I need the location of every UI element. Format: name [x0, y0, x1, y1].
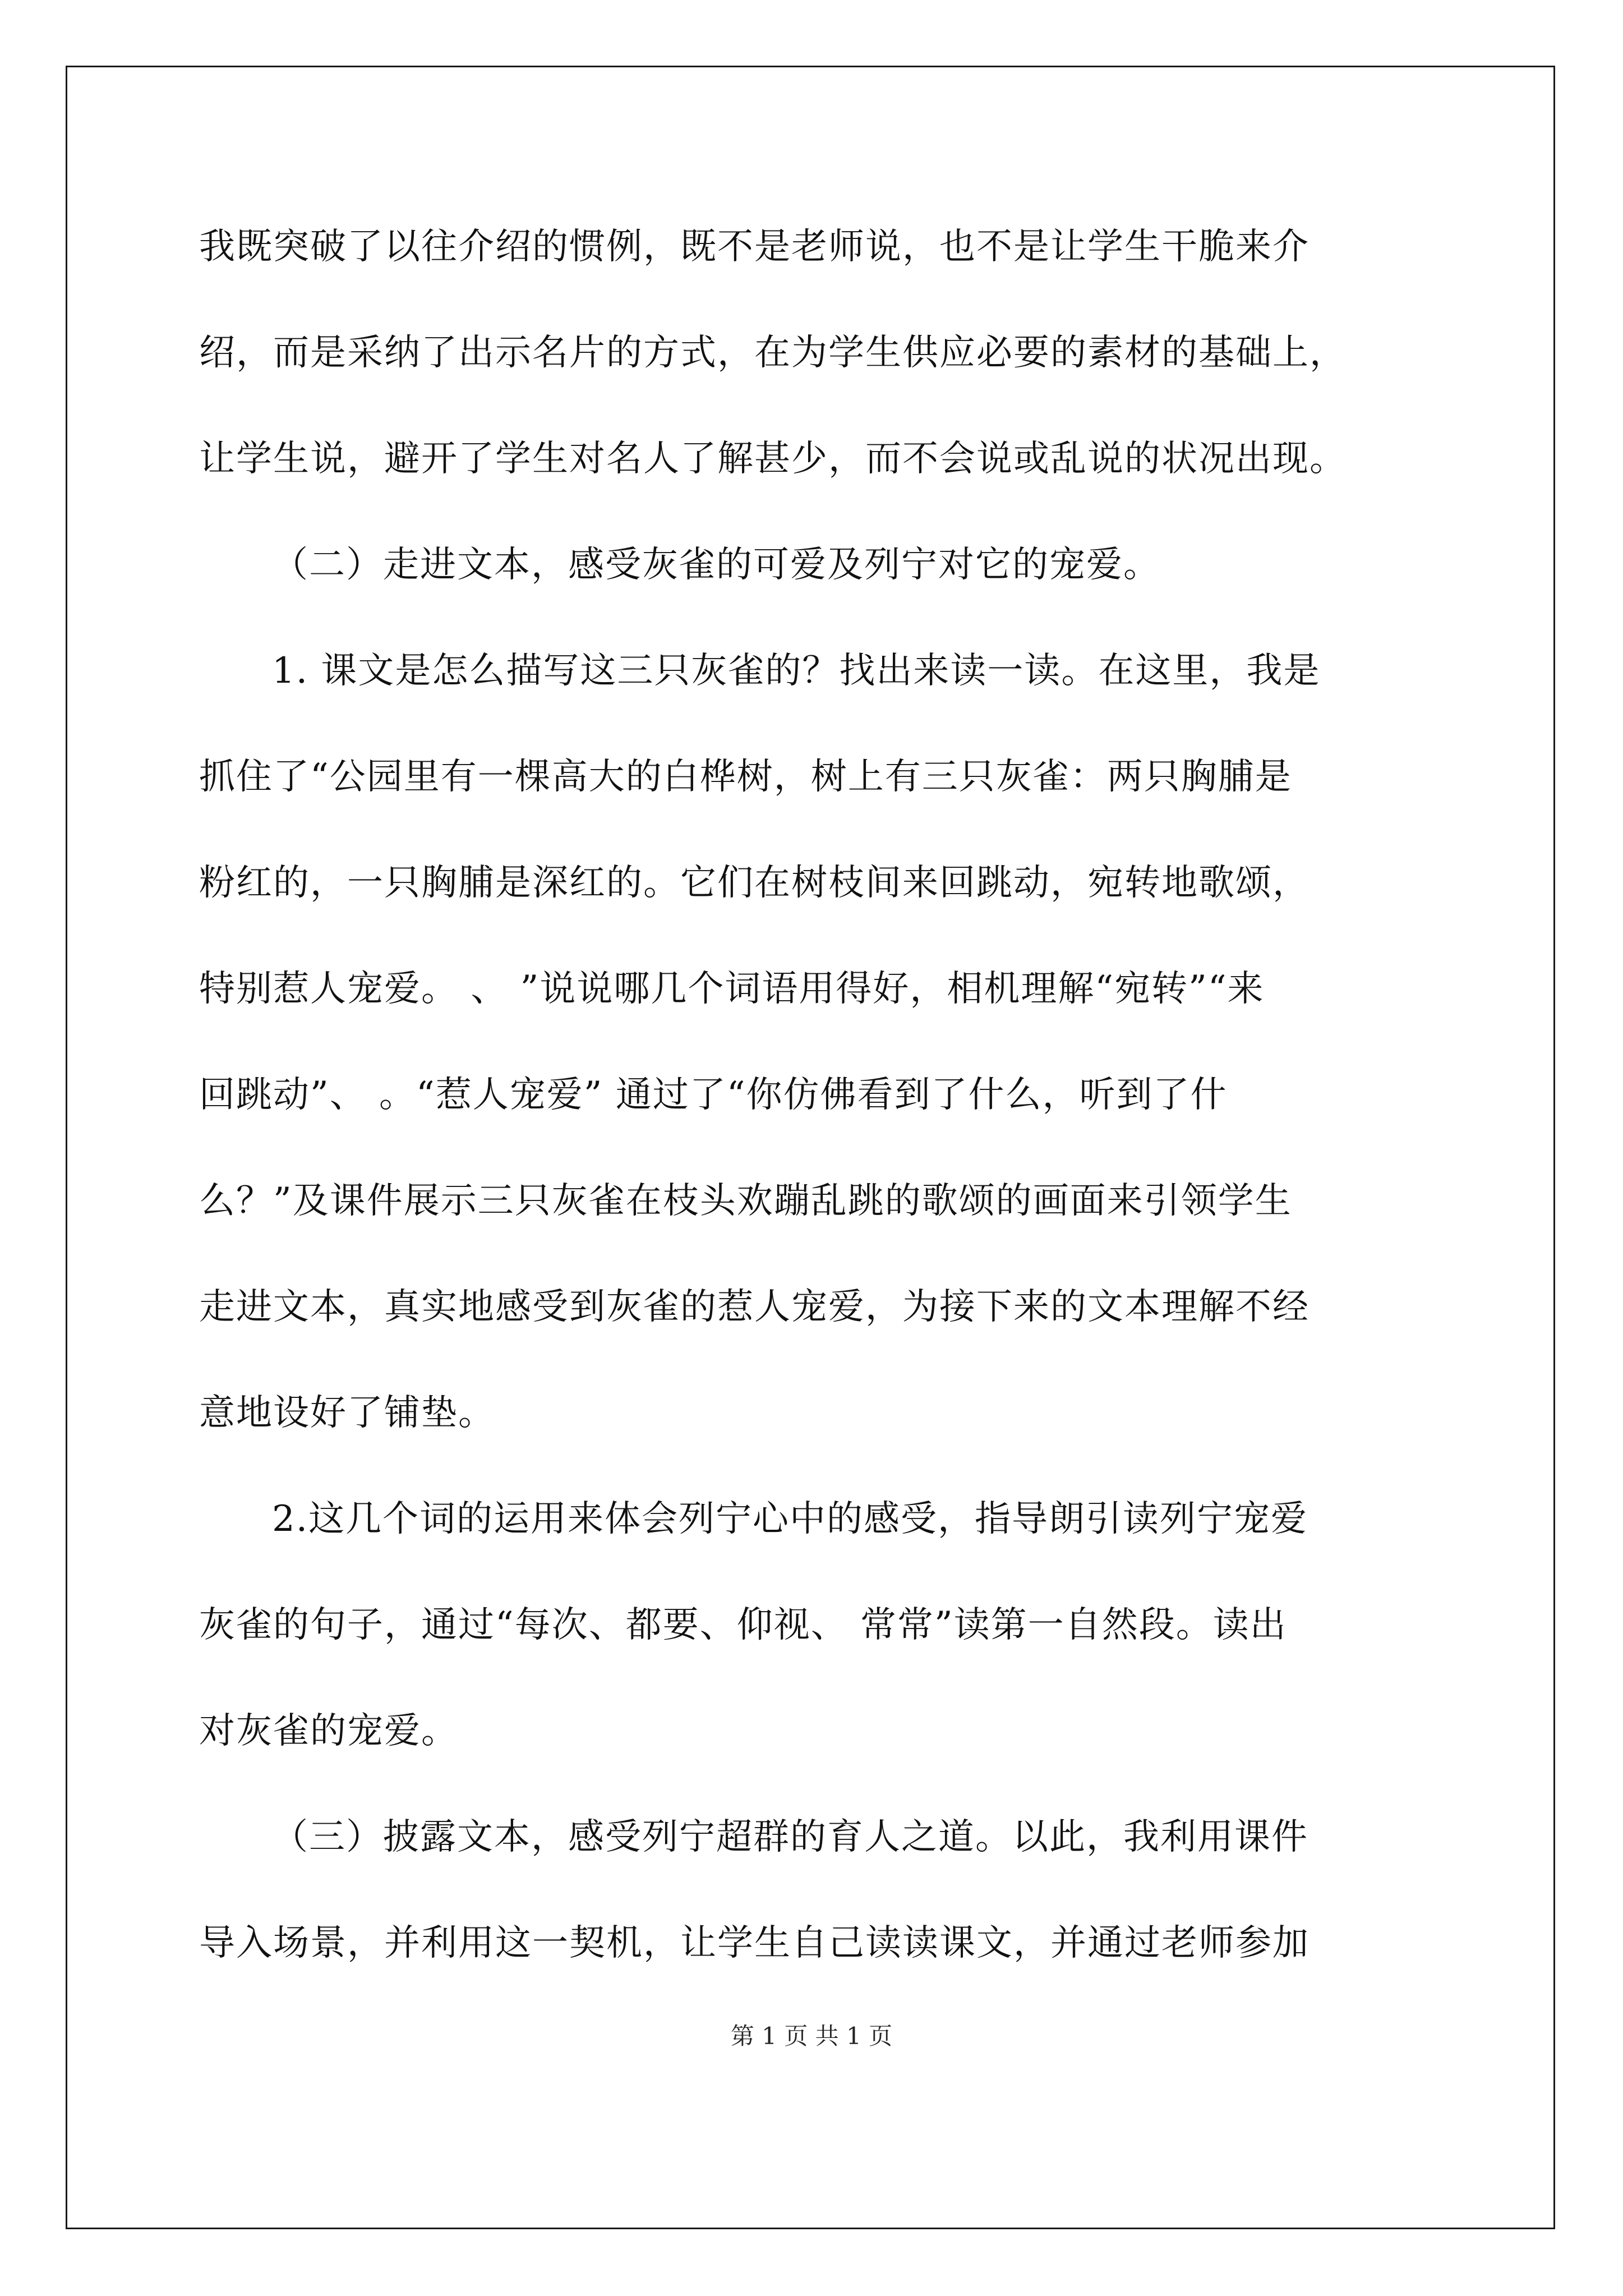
text-line: 2.这几个词的运用来体会列宁心中的感受，指导朗引读列宁宠爱: [272, 1498, 1308, 1540]
text-line: 意地设好了铺垫。: [199, 1392, 495, 1434]
text-line: 特别惹人宠爱。 、 ”说说哪几个词语用得好，相机理解“宛转”“来: [199, 968, 1265, 1010]
text-line: 回跳动”、 。“惹人宠爱” 通过了“你仿佛看到了什么，听到了什: [199, 1074, 1228, 1116]
text-line: 1. 课文是怎么描写这三只灰雀的？找出来读一读。在这里，我是: [272, 650, 1321, 692]
text-line: 绍，而是采纳了出示名片的方式，在为学生供应必要的素材的基础上，: [199, 332, 1347, 374]
page-border: [66, 66, 1555, 2229]
text-line: 粉红的，一只胸脯是深红的。它们在树枝间来回跳动，宛转地歌颂，: [199, 862, 1310, 904]
text-line: 对灰雀的宠爱。: [199, 1710, 458, 1752]
section-heading: （三）披露文本，感受列宁超群的育人之道。以此，我利用课件: [272, 1816, 1308, 1858]
section-heading: （二）走进文本，感受灰雀的可爱及列宁对它的宠爱。: [272, 544, 1160, 586]
text-line: 让学生说，避开了学生对名人了解甚少，而不会说或乱说的状况出现。: [199, 438, 1347, 480]
text-line: 么？”及课件展示三只灰雀在枝头欢蹦乱跳的歌颂的画面来引领学生: [199, 1180, 1292, 1222]
text-line: 我既突破了以往介绍的惯例，既不是老师说，也不是让学生干脆来介: [199, 226, 1310, 268]
text-line: 抓住了“公园里有一棵高大的白桦树，树上有三只灰雀：两只胸脯是: [199, 756, 1292, 798]
text-line: 灰雀的句子，通过“每次、都要、仰视、 常常”读第一自然段。读出: [199, 1604, 1287, 1646]
text-line: 走进文本，真实地感受到灰雀的惹人宠爱，为接下来的文本理解不经: [199, 1286, 1310, 1328]
page-number: 第 1 页 共 1 页: [730, 2022, 893, 2050]
text-line: 导入场景，并利用这一契机，让学生自己读读课文，并通过老师参加: [199, 1922, 1310, 1964]
